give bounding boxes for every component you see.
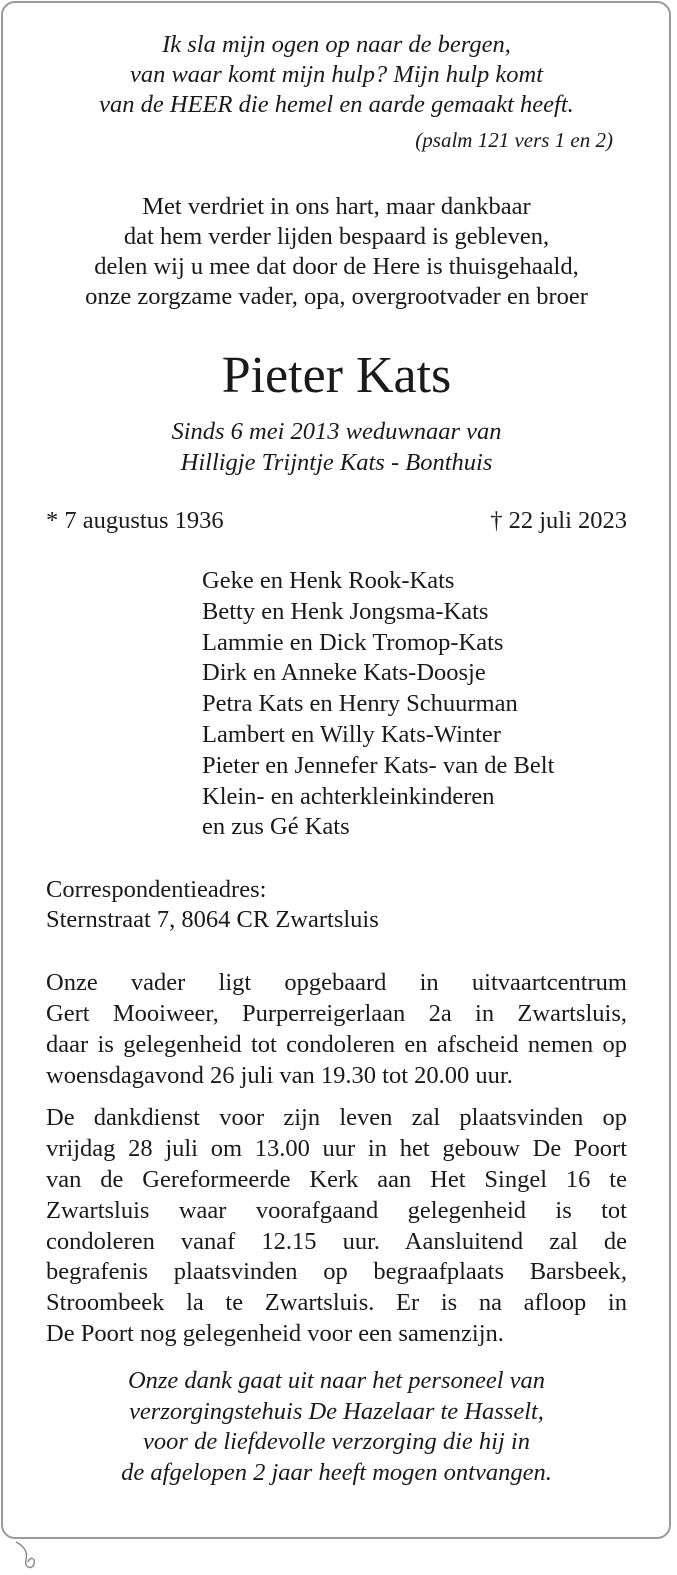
thanks-line: voor de liefdevolle verzorging die hij in	[143, 1428, 530, 1456]
life-dates	[46, 506, 627, 536]
service-line: De Poort nog gelegenheid voor een samenzijn.	[46, 1319, 504, 1347]
death-date: † 22 juli 2023	[490, 507, 627, 534]
announcement-line: dat hem verder lijden bespaard is gebleven,	[123, 223, 550, 250]
service-paragraph	[46, 1103, 627, 1349]
thanks-line: verzorgingstehuis De Hazelaar te Hasselt,	[129, 1397, 544, 1425]
service-line: Zwartsluis waar voorafgaand gelegenheid is tot	[46, 1196, 627, 1224]
family-member: Dirk en Anneke Kats-Doosje	[202, 659, 486, 687]
widower-note	[46, 416, 627, 478]
viewing-paragraph	[46, 968, 627, 1091]
family-member: Lambert en Willy Kats-Winter	[202, 720, 501, 748]
widower-line: Sinds 6 mei 2013 weduwnaar van	[171, 418, 502, 445]
correspondence-label: Correspondentieadres:	[46, 876, 267, 904]
service-line: begrafenis plaatsvinden op begraafplaats Barsbeek,	[46, 1258, 627, 1286]
family-list	[202, 566, 627, 843]
psalm-reference: (psalm 121 vers 1 en 2)	[415, 128, 613, 152]
service-line: van de Gereformeerde Kerk aan Het Singel 16 te	[46, 1165, 627, 1193]
correspondence-street: Sternstraat 7, 8064 CR Zwartsluis	[46, 906, 379, 934]
deceased-name: Pieter Kats	[221, 347, 452, 404]
correspondence-address	[46, 875, 627, 935]
viewing-line: Gert Mooiweer, Purperreigerlaan 2a in Zwartsluis,	[46, 999, 627, 1027]
announcement-line: delen wij u mee dat door de Here is thuisgehaald,	[94, 253, 579, 280]
service-line: condoleren vanaf 12.15 uur. Aansluitend zal de	[46, 1227, 627, 1255]
family-member: Petra Kats en Henry Schuurman	[202, 690, 518, 718]
family-member: Lammie en Dick Tromop-Kats	[202, 628, 504, 656]
corner-curl-icon	[14, 1538, 44, 1572]
family-member: en zus Gé Kats	[202, 813, 350, 841]
viewing-line: Onze vader ligt opgebaard in uitvaartcentrum	[46, 969, 627, 997]
widower-line: Hilligje Trijntje Kats - Bonthuis	[180, 449, 493, 476]
announcement-line: Met verdriet in ons hart, maar dankbaar	[142, 193, 531, 220]
thanks-line: Onze dank gaat uit naar het personeel van	[127, 1366, 546, 1394]
viewing-line: daar is gelegenheid tot condoleren en afscheid nemen op	[46, 1030, 627, 1058]
birth-date: * 7 augustus 1936	[46, 507, 224, 534]
family-member: Betty en Henk Jongsma-Kats	[202, 597, 489, 625]
psalm-line: van waar komt mijn hulp? Mijn hulp komt	[129, 61, 544, 88]
service-line: Stroombeek la te Zwartsluis. Er is na afloop in	[46, 1289, 627, 1317]
announcement-text	[46, 192, 627, 312]
psalm-quote	[46, 30, 627, 120]
family-member: Pieter en Jennefer Kats- van de Belt	[202, 751, 555, 779]
viewing-line: woensdagavond 26 juli van 19.30 tot 20.00 uur.	[46, 1061, 513, 1089]
death-notice	[46, 30, 627, 1489]
psalm-line: van de HEER die hemel en aarde gemaakt heeft.	[99, 91, 574, 118]
family-member: Klein- en achterkleinkinderen	[202, 782, 495, 810]
thanks-line: de afgelopen 2 jaar heeft mogen ontvangen.	[121, 1459, 552, 1487]
family-member: Geke en Henk Rook-Kats	[202, 567, 455, 594]
psalm-line: Ik sla mijn ogen op naar de bergen,	[162, 31, 511, 58]
thanks-note	[46, 1366, 627, 1489]
service-line: De dankdienst voor zijn leven zal plaatsvinden op	[46, 1104, 627, 1132]
announcement-line: onze zorgzame vader, opa, overgrootvader en broer	[85, 283, 588, 310]
service-line: vrijdag 28 juli om 13.00 uur in het gebouw De Poort	[46, 1135, 627, 1163]
